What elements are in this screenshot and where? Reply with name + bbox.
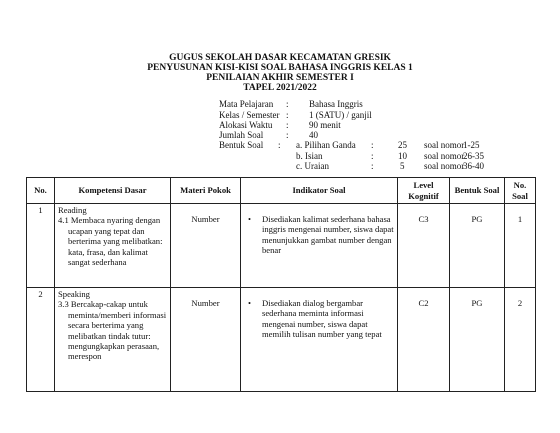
bentuk-soal-label-a: soal nomor	[424, 140, 465, 150]
bentuk-sep: :	[278, 140, 281, 150]
jumlah-sep: :	[286, 130, 289, 140]
table-row	[27, 288, 536, 392]
header-level-kognitif: Level Kognitif	[398, 178, 450, 204]
header-no: No.	[27, 178, 55, 204]
cell-level-kognitif: C2	[398, 288, 450, 392]
cell-kompetensi-dasar	[55, 288, 171, 392]
alokasi-sep: :	[286, 120, 289, 130]
bentuk-type-a: a. Pilihan Ganda	[296, 140, 356, 150]
bentuk-type-b: b. Isian	[296, 151, 323, 161]
cell-no-soal: 2	[505, 288, 536, 392]
kd-body: 4.1 Membaca nyaring dengan ucapan yang tepat dan berterima yang melibatkan: kata, frasa, dan kalimat sangat sederhana	[58, 215, 163, 268]
header-line-4: TAPEL 2021/2022	[243, 83, 317, 93]
header-kompetensi-dasar: Kompetensi Dasar	[55, 178, 171, 204]
bentuk-soal-label-b: soal nomor	[424, 151, 465, 161]
cell-indikator-soal	[241, 204, 398, 288]
mapel-label: Mata Pelajaran	[219, 99, 274, 109]
cell-materi-pokok: Number	[171, 288, 241, 392]
header-bentuk-soal: Bentuk Soal	[450, 178, 505, 204]
header-materi-pokok: Materi Pokok	[171, 178, 241, 204]
table-header-row	[27, 178, 536, 204]
jumlah-value: 40	[309, 130, 318, 140]
cell-indikator-soal	[241, 288, 398, 392]
header-line-3: PENILAIAN AKHIR SEMESTER I	[206, 73, 354, 83]
mapel-value: Bahasa Inggris	[309, 99, 363, 109]
kelas-sep: :	[286, 110, 289, 120]
bentuk-type-c: c. Uraian	[296, 161, 329, 171]
cell-kompetensi-dasar	[55, 204, 171, 288]
bentuk-count-b: 10	[398, 151, 407, 161]
bentuk-sep-c: :	[371, 161, 374, 171]
cell-level-kognitif: C3	[398, 204, 450, 288]
kd-title: Reading	[58, 205, 87, 215]
bentuk-count-c: 5	[400, 161, 405, 171]
bentuk-sep-a: :	[371, 140, 374, 150]
kelas-label: Kelas / Semester	[219, 110, 280, 120]
header-no-soal: No. Soal	[505, 178, 536, 204]
alokasi-label: Alokasi Waktu	[219, 120, 273, 130]
kisi-kisi-table	[26, 177, 536, 392]
kd-title: Speaking	[58, 289, 90, 299]
bentuk-soal-label-c: soal nomor	[424, 161, 465, 171]
header-line-1: GUGUS SEKOLAH DASAR KECAMATAN GRESIK	[169, 53, 391, 63]
bentuk-sep-b: :	[371, 151, 374, 161]
cell-no-soal: 1	[505, 204, 536, 288]
bentuk-count-a: 25	[398, 140, 407, 150]
bentuk-range-a: 1-25	[463, 140, 480, 150]
table-row	[27, 204, 536, 288]
alokasi-value: 90 menit	[309, 120, 341, 130]
cell-no: 2	[27, 288, 55, 392]
indikator-text: Disediakan kalimat sederhana bahasa inggris mengenai number, siswa dapat menunjukkan gambat number dengan benar	[262, 214, 394, 256]
header-indikator-soal: Indikator Soal	[241, 178, 398, 204]
cell-materi-pokok: Number	[171, 204, 241, 288]
mapel-sep: :	[286, 99, 289, 109]
bullet-icon: •	[248, 298, 252, 308]
header-line-2: PENYUSUNAN KISI-KISI SOAL BAHASA INGGRIS KELAS 1	[147, 63, 413, 73]
cell-bentuk-soal: PG	[450, 204, 505, 288]
cell-no: 1	[27, 204, 55, 288]
cell-bentuk-soal: PG	[450, 288, 505, 392]
bentuk-label: Bentuk Soal	[219, 140, 264, 150]
jumlah-label: Jumlah Soal	[219, 130, 264, 140]
bentuk-range-b: 26-35	[463, 151, 484, 161]
bullet-icon: •	[248, 214, 252, 224]
indikator-text: Disediakan dialog bergambar sederhana meminta informasi mengenai number, siswa dapat memilih tulisan number yang tepat	[262, 298, 382, 340]
bentuk-range-c: 36-40	[463, 161, 484, 171]
kd-body: 3.3 Bercakap-cakap untuk meminta/memberi informasi secara berterima yang melibatkan tindak tutur: mengungkapkan perasaan, merespon	[58, 299, 167, 362]
kelas-value: 1 (SATU) / ganjil	[309, 110, 372, 120]
